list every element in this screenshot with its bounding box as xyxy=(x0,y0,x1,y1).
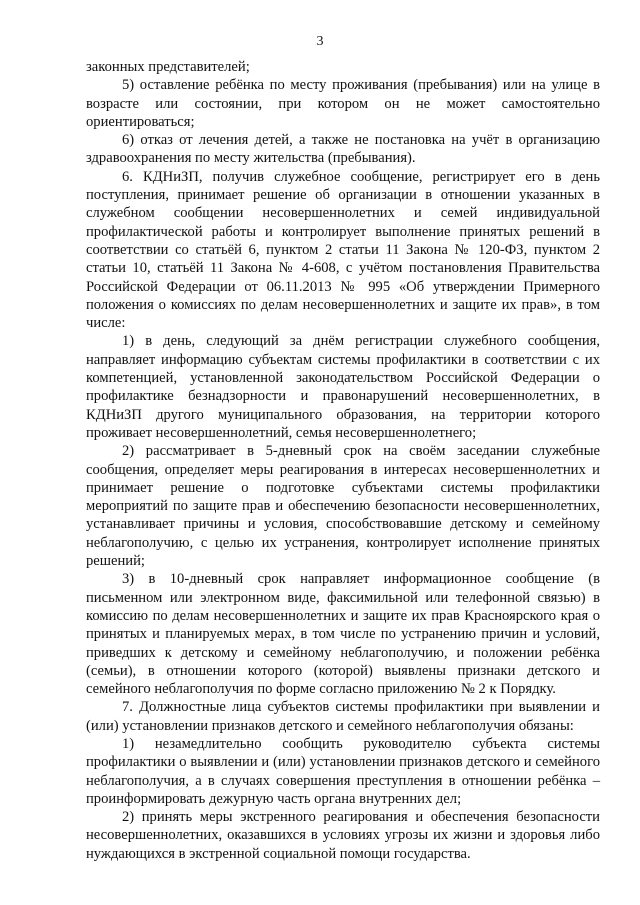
paragraph-item-6: 6) отказ от лечения детей, а также не постановка на учёт в организацию здравоохранения по месту жительства (пребывания). xyxy=(86,132,600,167)
document-body xyxy=(86,58,600,863)
paragraph-legal-representatives: законных представителей; xyxy=(86,59,250,75)
paragraph-section-7: 7. Должностные лица субъектов системы профилактики при выявлении и (или) установлении признаков детского и семейного неблагополучия обязаны: xyxy=(86,699,600,734)
paragraph-section-6-item-1: 1) в день, следующий за днём регистрации служебного сообщения, направляет информацию субъектам системы профилактики в соответствии с их компетенцией, установленной законодательством Российской Федерации о профилактике безнадзорности и правонарушений несовершеннолетних, в КДНиЗП другого муниципального образования, на территории которого проживает несовершеннолетний, семья несовершеннолетнего; xyxy=(86,333,600,441)
paragraph-item-5: 5) оставление ребёнка по месту проживания (пребывания) или на улице в возрасте или состоянии, при котором он не может самостоятельно ориентироваться; xyxy=(86,77,600,130)
page-number: 3 xyxy=(316,34,324,49)
paragraph-section-7-item-2: 2) принять меры экстренного реагирования и обеспечения безопасности несовершеннолетних, оказавшихся в условиях угрозы их жизни и здоровья либо нуждающихся в экстренной социальной помощи государства. xyxy=(86,809,600,862)
paragraph-section-6-item-2: 2) рассматривает в 5-дневный срок на своём заседании служебные сообщения, определяет меры реагирования в интересах несовершеннолетних и принимает решение о подготовке субъектами системы профилактики мероприятий по защите прав и обеспечению безопасности несовершеннолетних, устанавливает причины и условия, способствовавшие детскому и семейному неблагополучию, с целью их устранения, контролирует исполнение принятых решений; xyxy=(86,443,600,570)
paragraph-section-6-item-3: 3) в 10-дневный срок направляет информационное сообщение (в письменном или электронном виде, факсимильной или телефонной связью) в комиссию по делам несовершеннолетних и защите их прав Красноярского края о принятых и планируемых мерах, в том числе по устранению причин и условий, приведших к детскому и семейному неблагополучию, и положении ребёнка (семьи), в отношении которого (которой) выявлены признаки детского и семейного неблагополучия по форме согласно приложению № 2 к Порядку. xyxy=(86,571,600,698)
paragraph-section-6: 6. КДНиЗП, получив служебное сообщение, регистрирует его в день поступления, принимает решение об организации в отношении указанных в служебном сообщении несовершеннолетних и семей индивидуальной профилактической работы и контролирует выполнение принятых решений в соответствии со статьёй 6, пунктом 2 статьи 11 Закона № 120-ФЗ, пунктом 2 статьи 10, статьёй 11 Закона № 4-608, с учётом постановления Правительства Российской Федерации от 06.11.2013 № 995 «Об утверждении Примерного положения о комиссиях по делам несовершеннолетних и защите их прав», в том числе: xyxy=(86,168,600,332)
paragraph-section-7-item-1: 1) незамедлительно сообщить руководителю субъекта системы профилактики о выявлении и (или) установлении признаков детского и семейного неблагополучия, а в случаях совершения преступления в отношении ребёнка – проинформировать дежурную часть органа внутренних дел; xyxy=(86,735,600,807)
